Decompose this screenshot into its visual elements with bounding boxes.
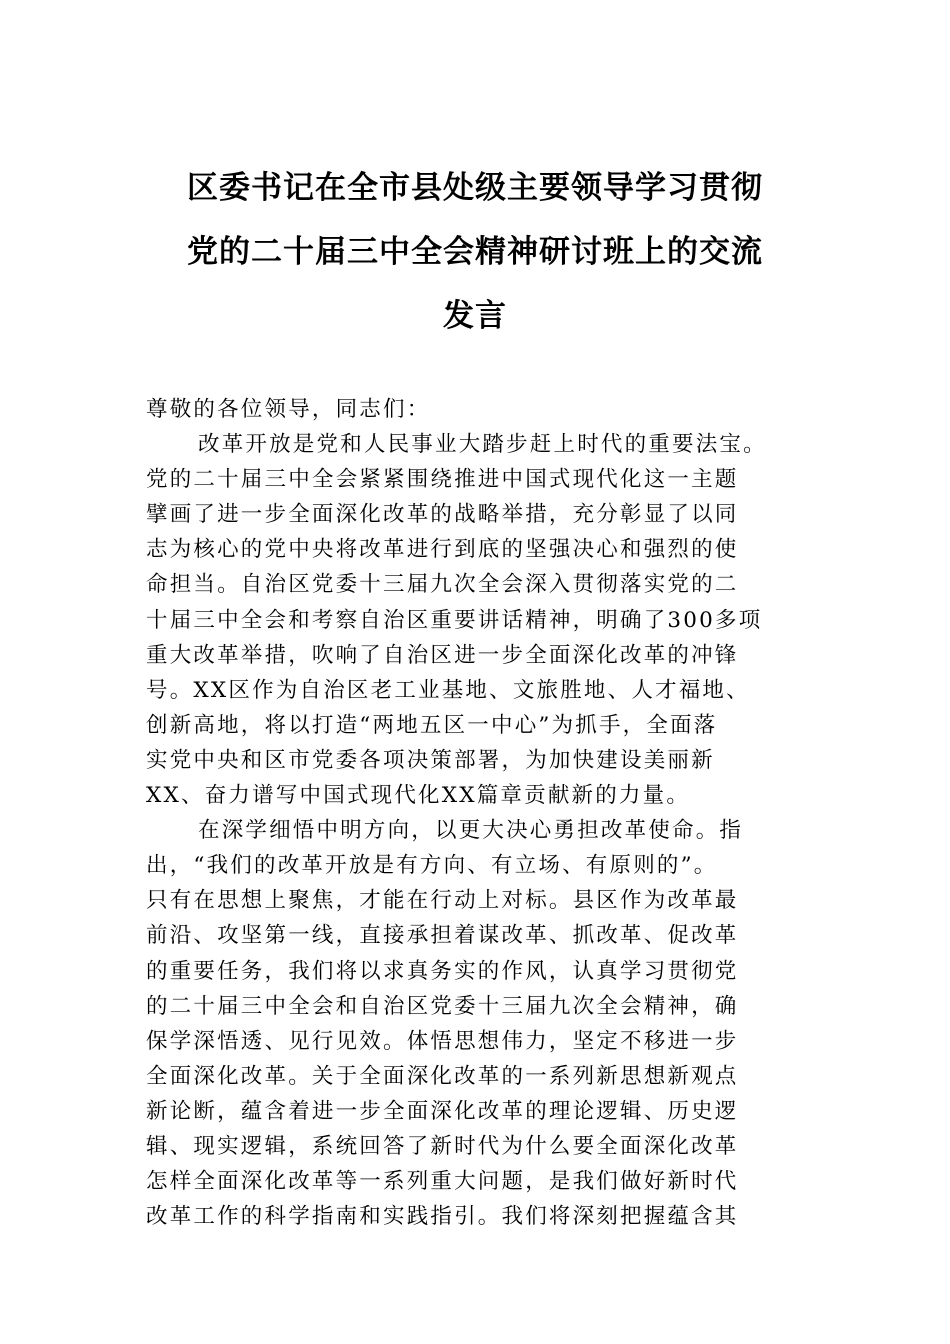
text-line: 命担当。自治区党委十三届九次全会深入贯彻落实党的二: [146, 572, 739, 598]
text-line: 全面深化改革。关于全面深化改革的一系列新思想新观点: [146, 1063, 739, 1089]
text-line: 的二十届三中全会和自治区党委十三届九次全会精神，确: [146, 993, 739, 1019]
text-line: 出，“我们的改革开放是有方向、有立场、有原则的”。: [146, 853, 718, 879]
title-line: 区委书记在全市县处级主要领导学习贯彻: [187, 170, 763, 206]
text-line: 改革工作的科学指南和实践指引。我们将深刻把握蕴含其: [146, 1204, 739, 1230]
text-line: 实党中央和区市党委各项决策部署，为加快建设美丽新: [146, 747, 715, 773]
text-line: 改革开放是党和人民事业大踏步赶上时代的重要法宝。: [198, 432, 767, 458]
salutation: 尊敬的各位领导，同志们：: [146, 397, 431, 422]
text-line: 号。XX区作为自治区老工业基地、文旅胜地、人才福地、: [146, 677, 750, 703]
paragraph-2: [146, 813, 826, 1234]
text-line: 的重要任务，我们将以求真务实的作风，认真学习贯彻党: [146, 958, 739, 984]
text-line: 党的二十届三中全会紧紧围绕推进中国式现代化这一主题: [146, 467, 739, 493]
text-line: 怎样全面深化改革等一系列重大问题，是我们做好新时代: [146, 1169, 739, 1195]
title-line: 发言: [443, 298, 507, 334]
text-line: 前沿、攻坚第一线，直接承担着谋改革、抓改革、促改革: [146, 923, 739, 949]
text-line: 十届三中全会和考察自治区重要讲话精神，明确了300多项: [146, 607, 763, 633]
text-line: 辑、现实逻辑，系统回答了新时代为什么要全面深化改革: [146, 1133, 739, 1159]
document-body: [146, 392, 826, 1234]
text-line: 新论断，蕴含着进一步全面深化改革的理论逻辑、历史逻: [146, 1098, 739, 1124]
document-title: [100, 156, 850, 348]
paragraph-1: [146, 427, 826, 813]
title-line: 党的二十届三中全会精神研讨班上的交流: [187, 234, 763, 270]
text-line: 创新高地，将以打造“两地五区一中心”为抓手，全面落: [146, 712, 718, 738]
text-line: 只有在思想上聚焦，才能在行动上对标。县区作为改革最: [146, 888, 739, 914]
text-line: 重大改革举措，吹响了自治区进一步全面深化改革的冲锋: [146, 642, 739, 668]
text-line: 擘画了进一步全面深化改革的战略举措，充分彰显了以同: [146, 502, 739, 528]
text-line: 在深学细悟中明方向，以更大决心勇担改革使命。指: [198, 818, 744, 844]
text-line: XX、奋力谱写中国式现代化XX篇章贡献新的力量。: [146, 783, 691, 809]
text-line: 保学深悟透、见行见效。体悟思想伟力，坚定不移进一步: [146, 1028, 739, 1054]
text-line: 志为核心的党中央将改革进行到底的坚强决心和强烈的使: [146, 537, 739, 563]
